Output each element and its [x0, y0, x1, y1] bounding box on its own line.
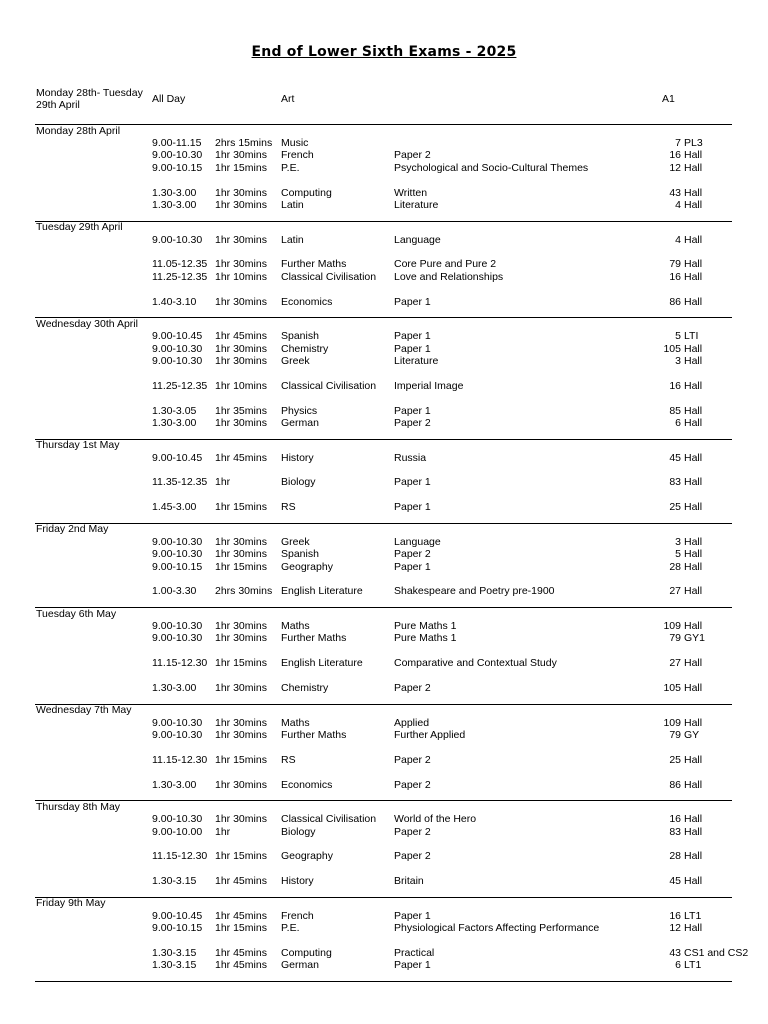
candidate-count: 3 [675, 354, 681, 367]
exam-subject: Further Maths [281, 632, 347, 645]
exam-time: 9.00-10.45 [152, 451, 203, 464]
exam-duration: 1hr 30mins [215, 416, 267, 429]
exam-room: GY1 [684, 632, 706, 645]
day-divider [35, 439, 732, 440]
exam-time: 1.00-3.30 [152, 585, 197, 598]
page-title: End of Lower Sixth Exams - 2025 [251, 44, 517, 60]
candidate-count: 25 [669, 753, 681, 766]
exam-time: 1.30-3.05 [152, 404, 197, 417]
exam-paper: Paper 2 [394, 850, 431, 863]
exam-subject: RS [281, 501, 296, 514]
exam-room: Hall [684, 161, 703, 174]
exam-room: Hall [684, 619, 703, 632]
day-divider [35, 607, 732, 608]
exam-time: 11.05-12.35 [152, 258, 208, 271]
exam-room: PL3 [684, 136, 703, 149]
exam-duration: 1hr 30mins [215, 186, 267, 199]
candidate-count: 109 [663, 716, 681, 729]
day-divider [35, 704, 732, 705]
exam-subject: German [281, 959, 319, 972]
exam-time: 1.45-3.00 [152, 501, 197, 514]
exam-room: Hall [684, 198, 703, 211]
exam-paper: Imperial Image [394, 379, 464, 392]
exam-subject: Latin [281, 233, 304, 246]
exam-paper: Paper 1 [394, 476, 431, 489]
candidate-count: 12 [669, 161, 681, 174]
exam-duration: 1hr 45mins [215, 330, 267, 343]
day-heading: Friday 2nd May [36, 523, 109, 536]
day-heading: Friday 9th May [36, 897, 106, 910]
art-day-line1: Monday 28th- Tuesday [36, 87, 143, 99]
exam-paper: Russia [394, 451, 427, 464]
exam-subject: Further Maths [281, 258, 347, 271]
exam-subject: Latin [281, 198, 304, 211]
exam-time: 1.30-3.15 [152, 875, 197, 888]
exam-time: 9.00-10.30 [152, 233, 203, 246]
exam-duration: 1hr 30mins [215, 233, 267, 246]
candidate-count: 27 [669, 585, 681, 598]
exam-subject: Classical Civilisation [281, 270, 377, 283]
day-divider [35, 897, 732, 898]
candidate-count: 79 [669, 728, 681, 741]
exam-paper: Comparative and Contextual Study [394, 657, 557, 670]
exam-time: 9.00-11.15 [152, 136, 202, 149]
exam-room: Hall [684, 295, 703, 308]
exam-paper: Paper 1 [394, 295, 431, 308]
exam-duration: 1hr 45mins [215, 875, 267, 888]
exam-paper: Literature [394, 198, 439, 211]
candidate-count: 4 [675, 233, 681, 246]
exam-duration: 1hr 30mins [215, 149, 267, 162]
exam-subject: Maths [281, 716, 310, 729]
day-divider [35, 221, 732, 222]
exam-paper: World of the Hero [394, 813, 477, 826]
exam-subject: P.E. [281, 922, 300, 935]
candidate-count: 79 [669, 258, 681, 271]
candidate-count: 16 [669, 813, 681, 826]
exam-duration: 1hr 30mins [215, 342, 267, 355]
exam-subject: French [281, 149, 314, 162]
exam-paper: Written [394, 186, 428, 199]
exam-duration: 1hr 15mins [215, 161, 267, 174]
exam-room: Hall [684, 850, 703, 863]
exam-duration: 1hr 30mins [215, 813, 267, 826]
exam-subject: Further Maths [281, 728, 347, 741]
exam-room: Hall [684, 270, 703, 283]
exam-duration: 1hr 45mins [215, 451, 267, 464]
candidate-count: 85 [669, 404, 681, 417]
exam-time: 9.00-10.30 [152, 548, 203, 561]
exam-duration: 1hr 35mins [215, 404, 267, 417]
exam-duration: 1hr 30mins [215, 548, 267, 561]
exam-room: Hall [684, 501, 703, 514]
exam-paper: Paper 2 [394, 548, 431, 561]
exam-room: Hall [684, 404, 703, 417]
exam-paper: Paper 2 [394, 825, 431, 838]
exam-time: 9.00-10.30 [152, 342, 203, 355]
exam-time: 9.00-10.15 [152, 922, 203, 935]
exam-paper: Paper 1 [394, 959, 431, 972]
exam-room: GY [684, 728, 700, 741]
candidate-count: 16 [669, 379, 681, 392]
exam-paper: Paper 1 [394, 560, 431, 573]
candidate-count: 6 [675, 959, 681, 972]
candidate-count: 43 [669, 186, 681, 199]
exam-time: 1.30-3.00 [152, 778, 197, 791]
candidate-count: 5 [675, 548, 681, 561]
exam-subject: P.E. [281, 161, 300, 174]
exam-duration: 1hr 15mins [215, 922, 267, 935]
exam-paper: Paper 2 [394, 416, 431, 429]
exam-paper: Paper 1 [394, 330, 431, 343]
candidate-count: 6 [675, 416, 681, 429]
exam-subject: Chemistry [281, 681, 329, 694]
exam-subject: RS [281, 753, 296, 766]
exam-subject: Computing [281, 946, 332, 959]
exam-paper: Core Pure and Pure 2 [394, 258, 497, 271]
exam-time: 11.15-12.30 [152, 753, 208, 766]
exam-room: Hall [684, 379, 703, 392]
exam-duration: 1hr 45mins [215, 959, 267, 972]
exam-room: LT1 [684, 909, 702, 922]
candidate-count: 43 [669, 946, 681, 959]
exam-paper: Pure Maths 1 [394, 632, 457, 645]
exam-room: Hall [684, 657, 703, 670]
exam-time: 9.00-10.30 [152, 535, 203, 548]
exam-subject: English Literature [281, 585, 363, 598]
exam-paper: Applied [394, 716, 430, 729]
exam-subject: Chemistry [281, 342, 329, 355]
exam-subject: History [281, 451, 314, 464]
exam-duration: 1hr 15mins [215, 560, 267, 573]
exam-duration: 1hr 30mins [215, 619, 267, 632]
day-divider [35, 124, 732, 125]
exam-paper: Britain [394, 875, 424, 888]
exam-room: Hall [684, 560, 703, 573]
exam-duration: 1hr 30mins [215, 295, 267, 308]
candidate-count: 4 [675, 198, 681, 211]
day-heading: Monday 28th April [36, 124, 121, 137]
exam-room: Hall [684, 753, 703, 766]
candidate-count: 28 [669, 850, 681, 863]
art-subject: Art [281, 93, 295, 105]
exam-duration: 1hr 30mins [215, 535, 267, 548]
exam-time: 1.30-3.00 [152, 416, 197, 429]
exam-time: 9.00-10.30 [152, 354, 203, 367]
art-room: A1 [662, 93, 675, 105]
exam-paper: Paper 1 [394, 909, 431, 922]
exam-time: 9.00-10.30 [152, 813, 203, 826]
exam-duration: 1hr 15mins [215, 657, 267, 670]
candidate-count: 109 [663, 619, 681, 632]
exam-time: 9.00-10.45 [152, 330, 203, 343]
exam-room: Hall [684, 233, 703, 246]
exam-room: LTI [684, 330, 699, 343]
exam-duration: 1hr 30mins [215, 716, 267, 729]
exam-paper: Practical [394, 946, 435, 959]
candidate-count: 16 [669, 149, 681, 162]
exam-subject: Geography [281, 850, 333, 863]
day-heading: Thursday 1st May [36, 439, 120, 452]
exam-duration: 1hr 10mins [215, 379, 267, 392]
exam-paper: Pure Maths 1 [394, 619, 457, 632]
exam-subject: Maths [281, 619, 310, 632]
exam-time: 1.30-3.15 [152, 959, 197, 972]
candidate-count: 45 [669, 451, 681, 464]
exam-paper: Paper 2 [394, 681, 431, 694]
exam-room: Hall [684, 354, 703, 367]
exam-paper: Paper 1 [394, 501, 431, 514]
exam-time: 9.00-10.15 [152, 161, 203, 174]
exam-time: 11.15-12.30 [152, 850, 208, 863]
exam-subject: Geography [281, 560, 333, 573]
exam-duration: 1hr 30mins [215, 198, 267, 211]
candidate-count: 27 [669, 657, 681, 670]
exam-paper: Paper 2 [394, 778, 431, 791]
exam-room: Hall [684, 476, 703, 489]
art-day-line2: 29th April [36, 99, 80, 111]
exam-room: CS1 and CS2 [684, 946, 749, 959]
exam-time: 11.15-12.30 [152, 657, 208, 670]
day-divider [35, 523, 732, 524]
exam-time: 1.30-3.00 [152, 186, 197, 199]
day-heading: Thursday 8th May [36, 800, 121, 813]
exam-paper: Psychological and Socio-Cultural Themes [394, 161, 589, 174]
day-heading: Wednesday 30th April [36, 317, 138, 330]
exam-duration: 1hr 30mins [215, 778, 267, 791]
exam-room: Hall [684, 258, 703, 271]
exam-subject: History [281, 875, 314, 888]
exam-paper: Paper 2 [394, 753, 431, 766]
exam-paper: Paper 1 [394, 404, 431, 417]
exam-subject: Greek [281, 535, 310, 548]
exam-duration: 1hr 15mins [215, 501, 267, 514]
exam-paper: Language [394, 233, 441, 246]
exam-subject: Classical Civilisation [281, 813, 377, 826]
exam-duration: 1hr 30mins [215, 681, 267, 694]
exam-room: Hall [684, 416, 703, 429]
candidate-count: 105 [663, 342, 681, 355]
exam-subject: Spanish [281, 548, 319, 561]
exam-duration: 1hr 45mins [215, 946, 267, 959]
exam-subject: Economics [281, 295, 333, 308]
day-divider [35, 800, 732, 801]
candidate-count: 5 [675, 330, 681, 343]
exam-room: Hall [684, 813, 703, 826]
exam-subject: Physics [281, 404, 318, 417]
candidate-count: 86 [669, 778, 681, 791]
exam-duration: 1hr 30mins [215, 258, 267, 271]
candidate-count: 83 [669, 825, 681, 838]
exam-room: Hall [684, 922, 703, 935]
candidate-count: 86 [669, 295, 681, 308]
candidate-count: 79 [669, 632, 681, 645]
exam-duration: 2hrs 15mins [215, 136, 273, 149]
exam-room: Hall [684, 716, 703, 729]
exam-time: 9.00-10.30 [152, 728, 203, 741]
exam-duration: 1hr 30mins [215, 632, 267, 645]
exam-room: Hall [684, 548, 703, 561]
candidate-count: 83 [669, 476, 681, 489]
exam-time: 1.30-3.15 [152, 946, 197, 959]
exam-paper: Physiological Factors Affecting Performance [394, 922, 600, 935]
art-time: All Day [152, 93, 186, 105]
exam-room: Hall [684, 585, 703, 598]
candidate-count: 3 [675, 535, 681, 548]
day-heading: Tuesday 6th May [36, 607, 117, 620]
exam-time: 9.00-10.30 [152, 149, 203, 162]
exam-room: Hall [684, 186, 703, 199]
exam-room: Hall [684, 875, 703, 888]
exam-paper: Shakespeare and Poetry pre-1900 [394, 585, 555, 598]
exam-paper: Paper 2 [394, 149, 431, 162]
exam-room: Hall [684, 825, 703, 838]
exam-paper: Literature [394, 354, 439, 367]
exam-subject: Computing [281, 186, 332, 199]
exam-time: 1.30-3.00 [152, 198, 197, 211]
candidate-count: 12 [669, 922, 681, 935]
candidate-count: 45 [669, 875, 681, 888]
exam-room: Hall [684, 778, 703, 791]
exam-room: Hall [684, 149, 703, 162]
exam-subject: Economics [281, 778, 333, 791]
exam-time: 11.25-12.35 [152, 379, 208, 392]
exam-room: Hall [684, 535, 703, 548]
candidate-count: 16 [669, 270, 681, 283]
candidate-count: 16 [669, 909, 681, 922]
exam-duration: 2hrs 30mins [215, 585, 273, 598]
exam-subject: Spanish [281, 330, 319, 343]
exam-subject: Greek [281, 354, 310, 367]
exam-time: 11.35-12.35 [152, 476, 208, 489]
exam-time: 1.30-3.00 [152, 681, 197, 694]
exam-room: Hall [684, 342, 703, 355]
exam-subject: French [281, 909, 314, 922]
exam-subject: Biology [281, 825, 316, 838]
exam-room: Hall [684, 681, 703, 694]
exam-duration: 1hr 45mins [215, 909, 267, 922]
exam-time: 9.00-10.15 [152, 560, 203, 573]
exam-room: LT1 [684, 959, 702, 972]
exam-duration: 1hr [215, 476, 231, 489]
exam-subject: Music [281, 136, 309, 149]
exam-room: Hall [684, 451, 703, 464]
exam-paper: Further Applied [394, 728, 466, 741]
exam-subject: English Literature [281, 657, 363, 670]
exam-paper: Love and Relationships [394, 270, 504, 283]
exam-subject: German [281, 416, 319, 429]
table-bottom-rule [35, 981, 732, 982]
exam-duration: 1hr 30mins [215, 728, 267, 741]
exam-time: 9.00-10.30 [152, 632, 203, 645]
day-divider [35, 317, 732, 318]
exam-duration: 1hr 30mins [215, 354, 267, 367]
exam-time: 11.25-12.35 [152, 270, 208, 283]
day-heading: Tuesday 29th April [36, 221, 123, 234]
candidate-count: 105 [663, 681, 681, 694]
exam-duration: 1hr 15mins [215, 753, 267, 766]
exam-subject: Biology [281, 476, 316, 489]
exam-time: 9.00-10.00 [152, 825, 203, 838]
candidate-count: 7 [675, 136, 681, 149]
exam-time: 1.40-3.10 [152, 295, 197, 308]
exam-subject: Classical Civilisation [281, 379, 377, 392]
exam-time: 9.00-10.45 [152, 909, 203, 922]
exam-duration: 1hr 15mins [215, 850, 267, 863]
exam-time: 9.00-10.30 [152, 619, 203, 632]
exam-paper: Language [394, 535, 441, 548]
candidate-count: 25 [669, 501, 681, 514]
exam-duration: 1hr [215, 825, 231, 838]
day-heading: Wednesday 7th May [36, 704, 132, 717]
exam-paper: Paper 1 [394, 342, 431, 355]
candidate-count: 28 [669, 560, 681, 573]
exam-duration: 1hr 10mins [215, 270, 267, 283]
exam-time: 9.00-10.30 [152, 716, 203, 729]
